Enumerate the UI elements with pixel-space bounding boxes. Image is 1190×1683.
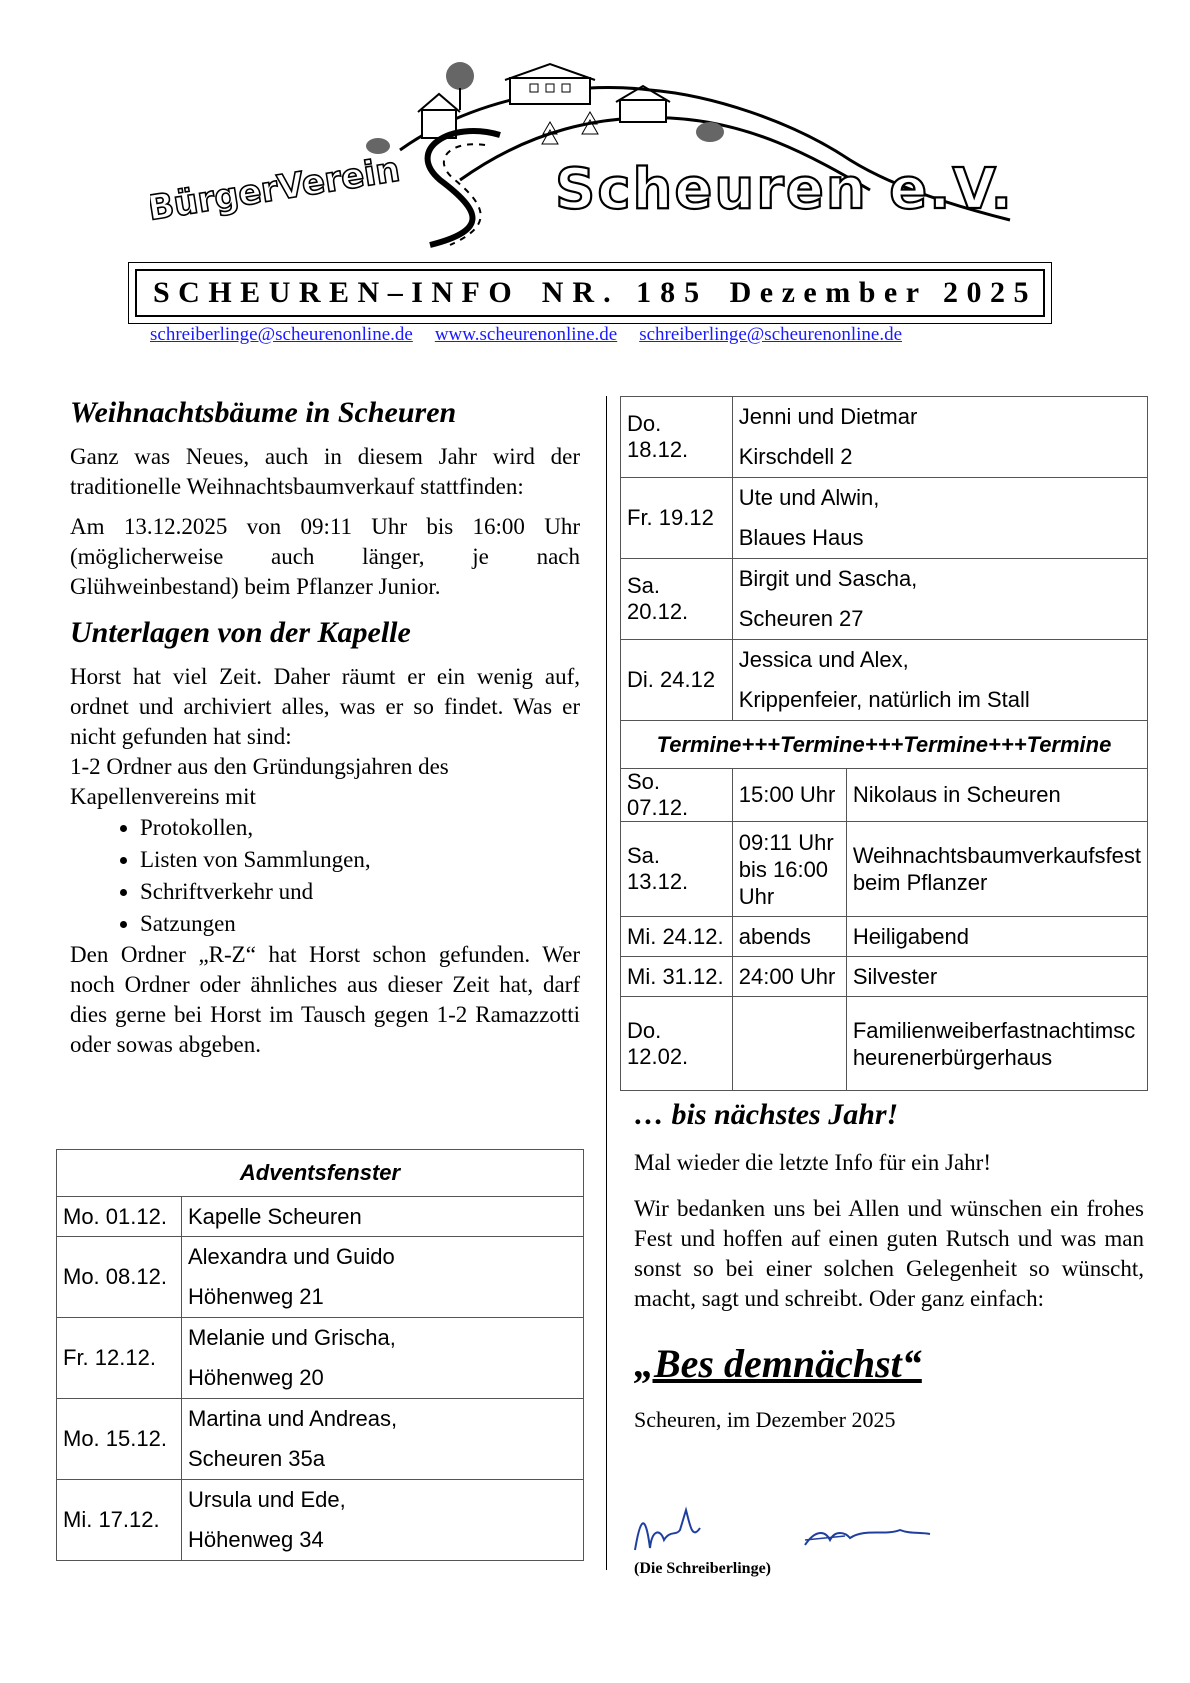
table-row: [621, 917, 1148, 957]
advent-calendar-table: [56, 1149, 584, 1561]
logo-right-text: Scheuren e.V.: [555, 157, 1014, 222]
closing-heading: … bis nächstes Jahr!: [634, 1098, 899, 1131]
tree-icon: [366, 62, 724, 154]
date-cell: Fr. 12.12.: [57, 1318, 182, 1399]
closing-paragraph: Mal wieder die letzte Info für ein Jahr!: [634, 1150, 991, 1175]
table-row: [621, 397, 1148, 478]
article-paragraph: Horst hat viel Zeit. Daher räumt er ein wenig auf, ordnet und archiviert alles, was er so findet. Was er nicht gefunden hat sind:: [70, 664, 580, 749]
article-paragraph: Am 13.12.2025 von 09:11 Uhr bis 16:00 Uhr (möglicherweise auch länger, je nach Glühweinbestand) beim Pflanzer Junior.: [70, 514, 580, 599]
article-heading: Unterlagen von der Kapelle: [70, 616, 411, 649]
table-row: [57, 1318, 584, 1399]
date-cell: So. 07.12.: [621, 769, 733, 822]
date-cell: Mo. 15.12.: [57, 1399, 182, 1480]
left-column: [70, 396, 580, 1060]
time-cell: 24:00 Uhr: [732, 957, 846, 997]
column-divider: [606, 396, 607, 1570]
host-address: Scheuren 35a: [188, 1446, 325, 1471]
date-cell: Mi. 17.12.: [57, 1480, 182, 1561]
closing-section: [634, 1098, 1144, 1433]
host-name: Alexandra und Guido: [188, 1244, 395, 1269]
club-logo: [150, 60, 1020, 265]
host-name: Martina und Andreas,: [188, 1406, 398, 1431]
event-cell: Heiligabend: [846, 917, 1147, 957]
date-cell: Sa. 20.12.: [621, 559, 733, 640]
host-address: Krippenfeier, natürlich im Stall: [738, 687, 1030, 712]
bullet-list: [70, 812, 580, 940]
date-cell: Mo. 08.12.: [57, 1237, 182, 1318]
article-paragraph: Ganz was Neues, auch in diesem Jahr wird der traditionelle Weihnachtsbaumverkauf stattfinden:: [70, 444, 580, 499]
list-item: • Schriftverkehr und: [140, 876, 580, 908]
time-cell: [732, 997, 846, 1091]
host-cell: Kapelle Scheuren: [182, 1197, 584, 1237]
website-link[interactable]: www.scheurenonline.de: [434, 324, 618, 345]
host-address: Blaues Haus: [738, 525, 864, 550]
issue-title-box: [128, 262, 1052, 324]
event-cell: Weihnachtsbaumverkaufsfest beim Pflanzer: [846, 822, 1147, 917]
time-cell: 09:11 Uhr bis 16:00 Uhr: [732, 822, 846, 917]
table-row: [57, 1399, 584, 1480]
host-address: Höhenweg 34: [188, 1527, 324, 1552]
date-cell: Fr. 19.12: [621, 478, 733, 559]
table-row: [57, 1480, 584, 1561]
newsletter-name: SCHEUREN–INFO: [153, 276, 521, 309]
host-name: Ute und Alwin,: [738, 485, 880, 510]
article-paragraph: 1-2 Ordner aus den Gründungsjahren des Kapellenvereins mit: [70, 754, 449, 809]
signatures: [630, 1500, 960, 1560]
signature-image: [630, 1500, 960, 1560]
time-cell: 15:00 Uhr: [732, 769, 846, 822]
logo-left-text: BürgerVerein: [150, 149, 403, 229]
host-address: Kirschdell 2: [738, 444, 853, 469]
list-item: • Listen von Sammlungen,: [140, 844, 580, 876]
date-cell: Sa. 13.12.: [621, 822, 733, 917]
farewell-slogan: „Bes demnächst“: [634, 1341, 922, 1386]
closing-paragraph: Wir bedanken uns bei Allen und wünschen ein frohes Fest und hoffen auf einen guten Rutsch und was man sonst so bei einer solchen Gelegenheit so wünscht, macht, sagt und schreibt. Oder ganz einfach:: [634, 1196, 1144, 1311]
list-item: • Protokollen,: [140, 812, 580, 844]
date-cell: Mi. 24.12.: [621, 917, 733, 957]
date-cell: Mi. 31.12.: [621, 957, 733, 997]
event-cell: Familienweiberfastnachtimscheurenerbürgerhaus: [846, 997, 1147, 1091]
article-heading: Weihnachtsbäume in Scheuren: [70, 396, 457, 429]
time-cell: abends: [732, 917, 846, 957]
host-name: Birgit und Sascha,: [738, 566, 918, 591]
date-cell: Do. 12.02.: [621, 997, 733, 1091]
issue-number: NR. 185: [541, 276, 709, 309]
right-schedule-table: [620, 396, 1148, 1091]
signature-caption: (Die Schreiberlinge): [634, 1560, 772, 1577]
table-row: [621, 822, 1148, 917]
event-cell: Silvester: [846, 957, 1147, 997]
table-row: [621, 559, 1148, 640]
list-item: • Satzungen: [140, 908, 580, 940]
host-name: Melanie und Grischa,: [188, 1325, 396, 1350]
article-paragraph: Den Ordner „R-Z“ hat Horst schon gefunden. Wer noch Ordner oder ähnliches aus dieser Zeit hat, darf dies gerne bei Horst im Tausch gegen 1-2 Ramazzotti oder sowas abgeben.: [70, 942, 580, 1057]
date-cell: Mo. 01.12.: [57, 1197, 182, 1237]
table-row: [621, 957, 1148, 997]
contact-links: [150, 324, 1050, 346]
event-cell: Nikolaus in Scheuren: [846, 769, 1147, 822]
table-row: [57, 1197, 584, 1237]
host-address: Scheuren 27: [738, 606, 864, 631]
termine-title: Termine+++Termine+++Termine+++Termine: [621, 721, 1148, 769]
table-row: [57, 1237, 584, 1318]
place-date: Scheuren, im Dezember 2025: [634, 1407, 896, 1432]
email-link[interactable]: schreiberlinge@scheurenonline.de: [639, 324, 902, 345]
issue-date: Dezember 2025: [729, 276, 1037, 309]
host-name: Jessica und Alex,: [738, 647, 909, 672]
logo-illustration: [150, 60, 1020, 265]
email-link[interactable]: schreiberlinge@scheurenonline.de: [150, 324, 413, 345]
host-address: Höhenweg 20: [188, 1365, 324, 1390]
date-cell: Do. 18.12.: [621, 397, 733, 478]
house-icon: [505, 64, 595, 104]
table-row: [621, 997, 1148, 1091]
host-address: Höhenweg 21: [188, 1284, 324, 1309]
table-row: [621, 769, 1148, 822]
table-title: Adventsfenster: [57, 1150, 584, 1197]
host-name: Jenni und Dietmar: [738, 404, 918, 429]
host-name: Ursula und Ede,: [188, 1487, 346, 1512]
table-row: [621, 640, 1148, 721]
date-cell: Di. 24.12: [621, 640, 733, 721]
table-row: [621, 478, 1148, 559]
